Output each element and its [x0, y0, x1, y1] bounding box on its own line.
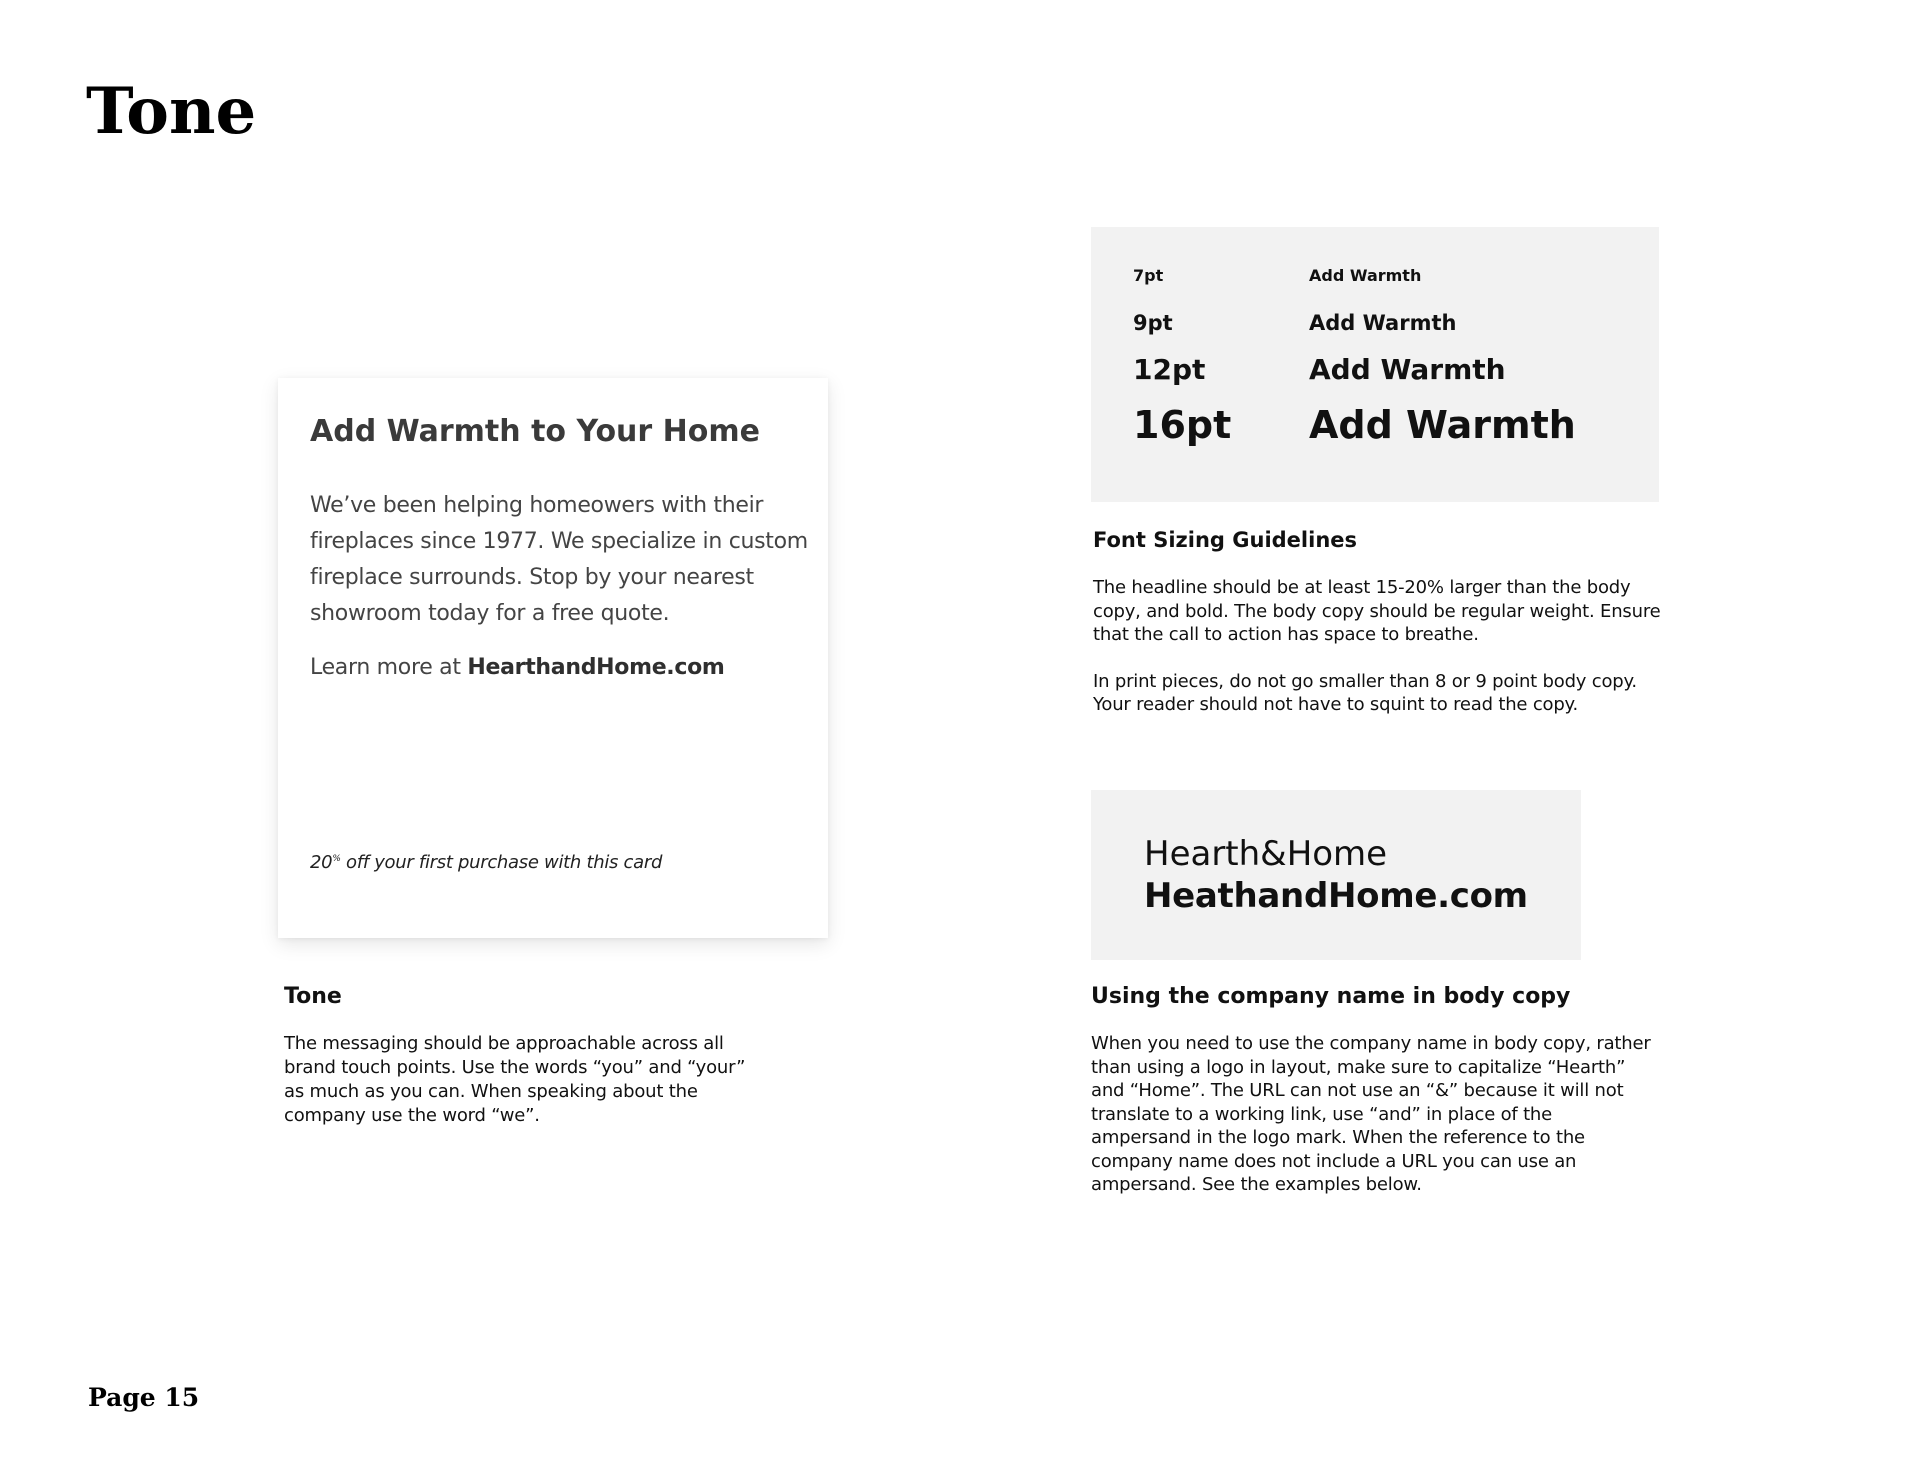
- card-body-copy: We’ve been helping homeowers with their fireplaces since 1977. We specialize in custom fireplace surrounds. Stop by your nearest showroom today for a free quote.: [310, 493, 808, 626]
- font-size-sample: Add Warmth: [1309, 403, 1576, 447]
- font-size-sample: Add Warmth: [1309, 353, 1506, 386]
- company-url: HeathandHome.com: [1144, 876, 1528, 916]
- font-size-sample: Add Warmth: [1309, 266, 1422, 285]
- font-sizing-heading: Font Sizing Guidelines: [1093, 528, 1358, 552]
- offer-number: 20: [310, 852, 333, 873]
- offer-text: off your first purchase with this card: [340, 852, 663, 873]
- company-name-example-panel: [1091, 790, 1581, 960]
- page-number: Page 15: [88, 1383, 200, 1412]
- font-size-label: 7pt: [1133, 266, 1164, 285]
- tone-heading: Tone: [284, 984, 342, 1009]
- font-sizing-body: [1093, 576, 1673, 740]
- cta-url: HearthandHome.com: [467, 655, 725, 680]
- card-call-to-action: [310, 650, 725, 686]
- card-offer: [310, 850, 662, 876]
- font-sizing-paragraph: In print pieces, do not go smaller than 8 or 9 point body copy. Your reader should not have to squint to read the copy.: [1093, 670, 1637, 715]
- font-size-label: 16pt: [1133, 403, 1232, 447]
- cta-prefix: Learn more at: [310, 655, 468, 680]
- sample-ad-card: [278, 378, 828, 938]
- font-size-samples-panel: [1091, 227, 1659, 502]
- font-size-sample: Add Warmth: [1309, 311, 1457, 335]
- company-name-heading: Using the company name in body copy: [1091, 984, 1571, 1009]
- font-size-label: 9pt: [1133, 311, 1173, 335]
- card-headline: Add Warmth to Your Home: [310, 414, 760, 449]
- offer-percent-sign: %: [332, 854, 341, 864]
- font-sizing-paragraph: The headline should be at least 15-20% larger than the body copy, and bold. The body copy should be regular weight. Ensure that the call to action has space to breathe.: [1093, 577, 1661, 645]
- company-name-body-copy: When you need to use the company name in body copy, rather than using a logo in layout, make sure to capitalize “Hearth” and “Home”. The URL can not use an “&” because it will not translate to a working link, use “and” in place of the ampersand in the logo mark. When the reference to the company name does not include a URL you can use an ampersand. See the examples below.: [1091, 1033, 1651, 1195]
- font-size-label: 12pt: [1133, 353, 1206, 386]
- company-logo-name: Hearth&Home: [1144, 834, 1388, 874]
- tone-body-copy: The messaging should be approachable across all brand touch points. Use the words “you” and “your” as much as you can. When speaking about the company use the word “we”.: [284, 1033, 746, 1126]
- page-title: Tone: [86, 74, 257, 149]
